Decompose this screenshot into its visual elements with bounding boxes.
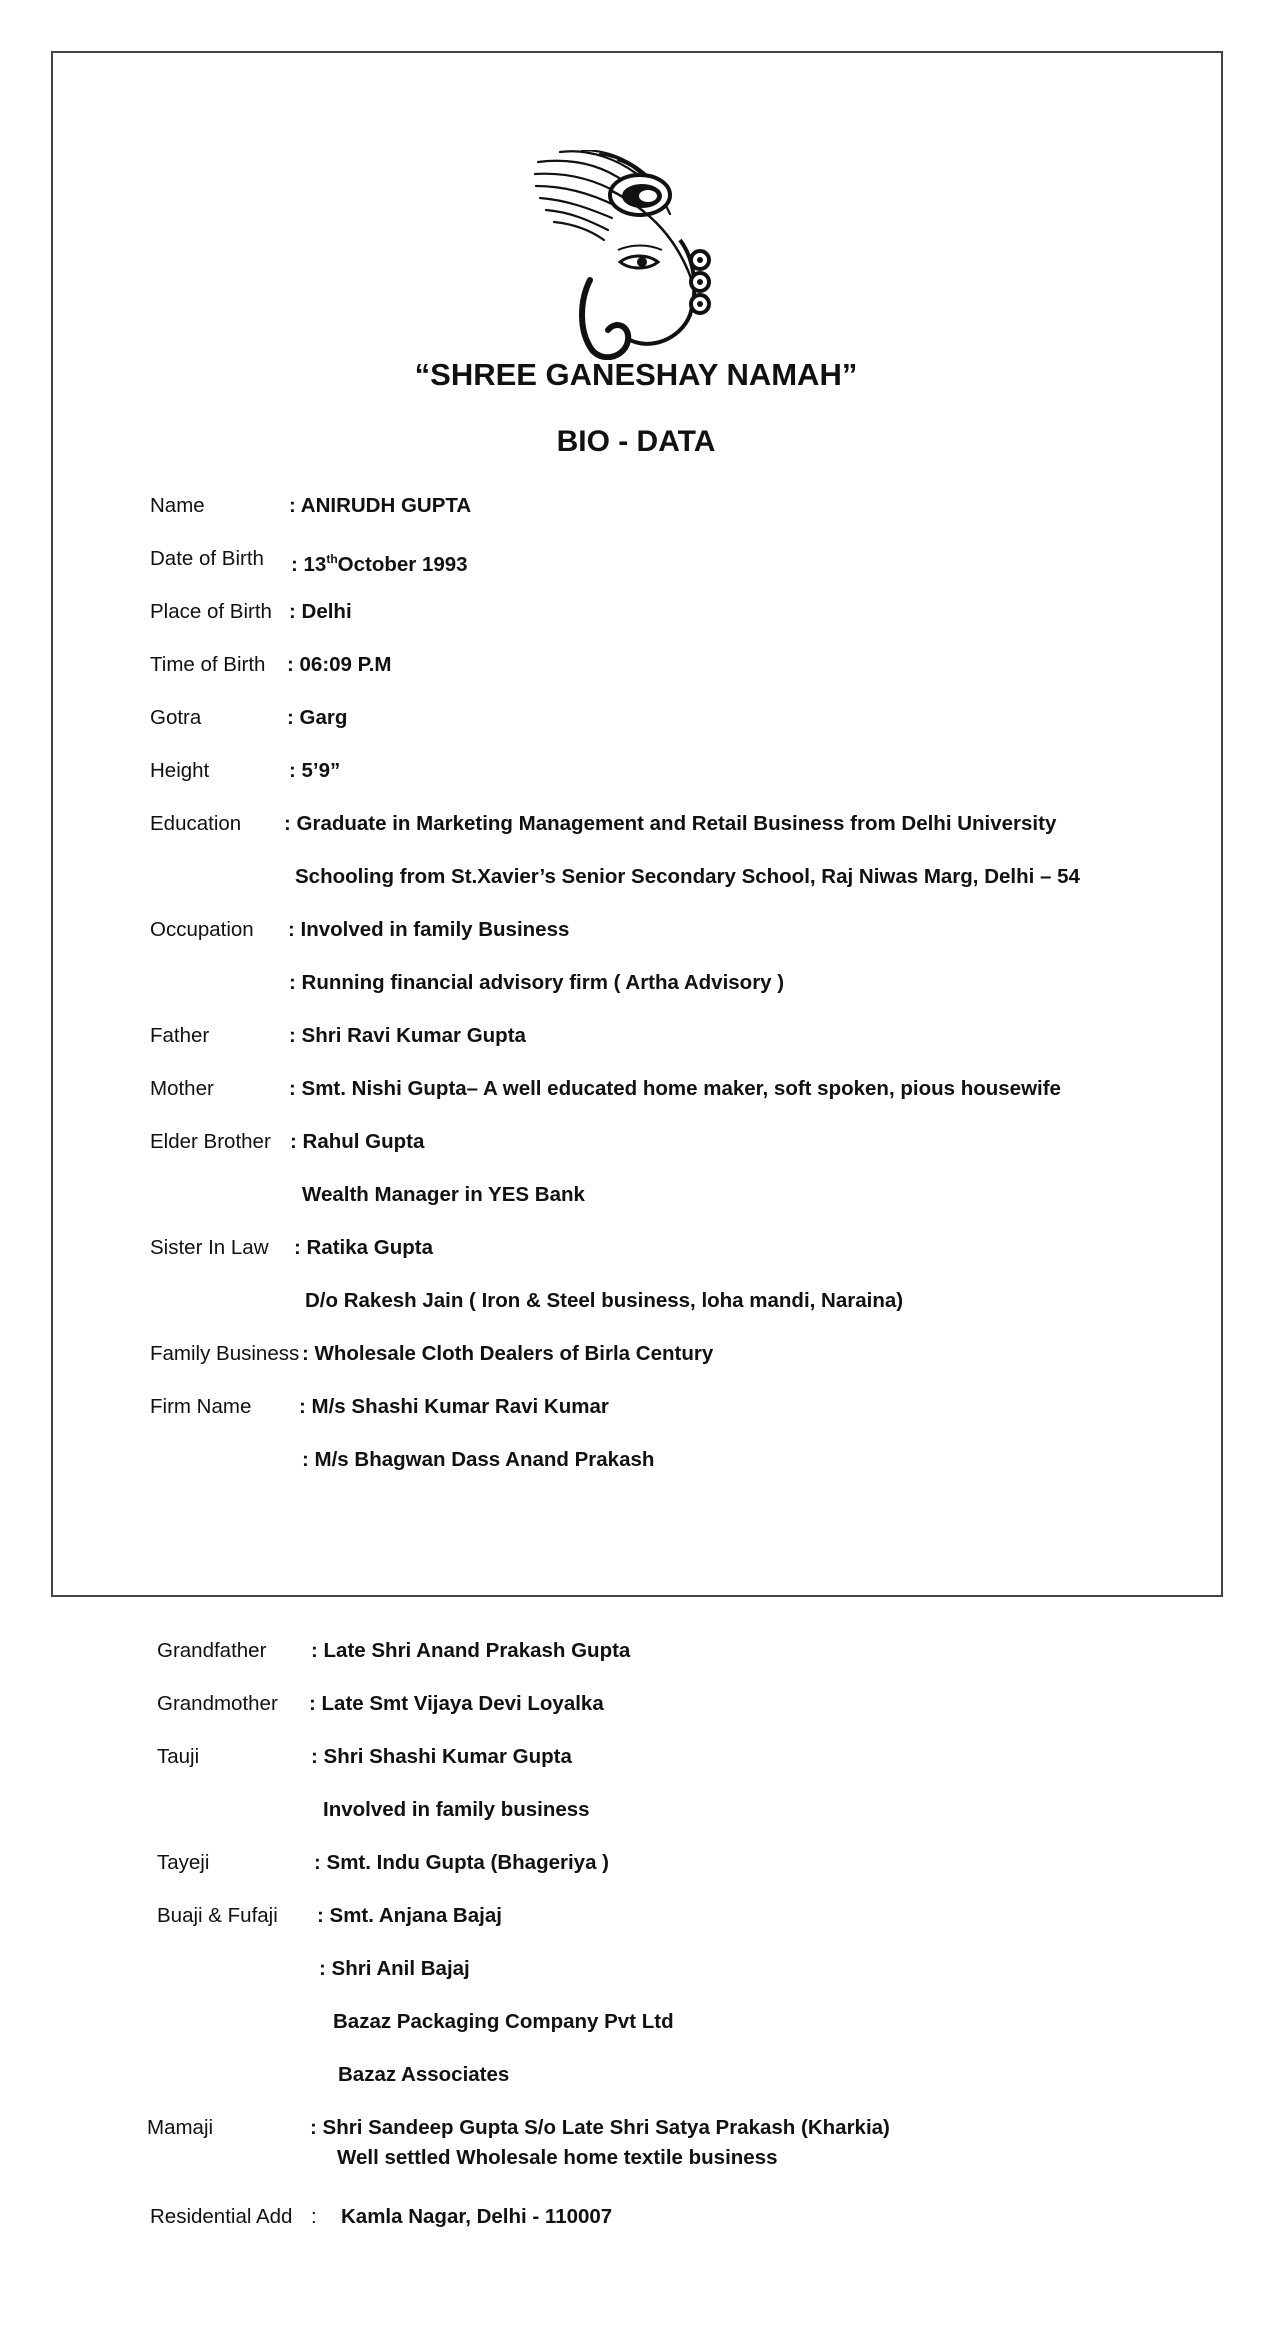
grandmother-label: Grandmother (157, 1692, 278, 1715)
buaji-label: Buaji & Fufaji (157, 1904, 278, 1927)
grandfather-value: : Late Shri Anand Prakash Gupta (311, 1639, 631, 1662)
family-business-value: : Wholesale Cloth Dealers of Birla Century (302, 1342, 714, 1365)
name-value: : ANIRUDH GUPTA (289, 494, 472, 517)
invocation-heading: “SHREE GANESHAY NAMAH” (414, 357, 858, 392)
address-colon: : (311, 2205, 317, 2228)
pob-label: Place of Birth (150, 600, 272, 623)
firm-name-label: Firm Name (150, 1395, 252, 1418)
height-value: : 5’9” (289, 759, 341, 782)
fufaji-value: : Shri Anil Bajaj (319, 1957, 470, 1980)
mother-label: Mother (150, 1077, 214, 1100)
gotra-value: : Garg (287, 706, 348, 729)
grandmother-value: : Late Smt Vijaya Devi Loyalka (309, 1692, 604, 1715)
height-label: Height (150, 759, 210, 782)
father-label: Father (150, 1024, 210, 1047)
mamaji-label: Mamaji (147, 2116, 214, 2139)
father-value: : Shri Ravi Kumar Gupta (289, 1024, 526, 1047)
name-label: Name (150, 494, 205, 517)
education-value: : Graduate in Marketing Management and Retail Business from Delhi University (284, 812, 1057, 835)
fufaji-company: Bazaz Packaging Company Pvt Ltd (333, 2010, 674, 2033)
brother-label: Elder Brother (150, 1130, 271, 1153)
mamaji-business: Well settled Wholesale home textile business (337, 2146, 778, 2169)
tauji-value: : Shri Shashi Kumar Gupta (311, 1745, 572, 1768)
firm-name-value: : M/s Shashi Kumar Ravi Kumar (299, 1395, 609, 1418)
sister-in-law-value: : Ratika Gupta (294, 1236, 433, 1259)
tob-label: Time of Birth (150, 653, 266, 676)
address-label: Residential Add (150, 2205, 293, 2228)
occupation-label: Occupation (150, 918, 254, 941)
tauji-occupation: Involved in family business (323, 1798, 590, 1821)
tayeji-label: Tayeji (157, 1851, 210, 1874)
firm-name-value-2: : M/s Bhagwan Dass Anand Prakash (302, 1448, 655, 1471)
fufaji-company-2: Bazaz Associates (338, 2063, 510, 2086)
education-label: Education (150, 812, 242, 835)
pob-value: : Delhi (289, 600, 352, 623)
occupation-value-2: : Running financial advisory firm ( Artha Advisory ) (289, 971, 785, 994)
tayeji-value: : Smt. Indu Gupta (Bhageriya ) (314, 1851, 609, 1874)
brother-value: : Rahul Gupta (290, 1130, 425, 1153)
dob-value: : 13thOctober 1993 (291, 552, 468, 576)
gotra-label: Gotra (150, 706, 202, 729)
mamaji-value: : Shri Sandeep Gupta S/o Late Shri Satya Prakash (Kharkia) (310, 2116, 890, 2139)
page-title: BIO - DATA (556, 425, 716, 458)
schooling-value: Schooling from St.Xavier’s Senior Secondary School, Raj Niwas Marg, Delhi – 54 (295, 865, 1080, 888)
buaji-value: : Smt. Anjana Bajaj (317, 1904, 502, 1927)
address-value: Kamla Nagar, Delhi - 110007 (341, 2205, 613, 2228)
tauji-label: Tauji (157, 1745, 200, 1768)
tob-value: : 06:09 P.M (287, 653, 392, 676)
sister-in-law-label: Sister In Law (150, 1236, 269, 1259)
mother-value: : Smt. Nishi Gupta– A well educated home maker, soft spoken, pious housewife (289, 1077, 1061, 1100)
family-business-label: Family Business (150, 1342, 300, 1365)
ganesha-peacock-feather-icon (530, 150, 730, 360)
sister-in-law-parent: D/o Rakesh Jain ( Iron & Steel business, loha mandi, Naraina) (305, 1289, 904, 1312)
grandfather-label: Grandfather (157, 1639, 267, 1662)
dob-label: Date of Birth (150, 547, 264, 570)
brother-occupation: Wealth Manager in YES Bank (302, 1183, 585, 1206)
occupation-value: : Involved in family Business (288, 918, 570, 941)
